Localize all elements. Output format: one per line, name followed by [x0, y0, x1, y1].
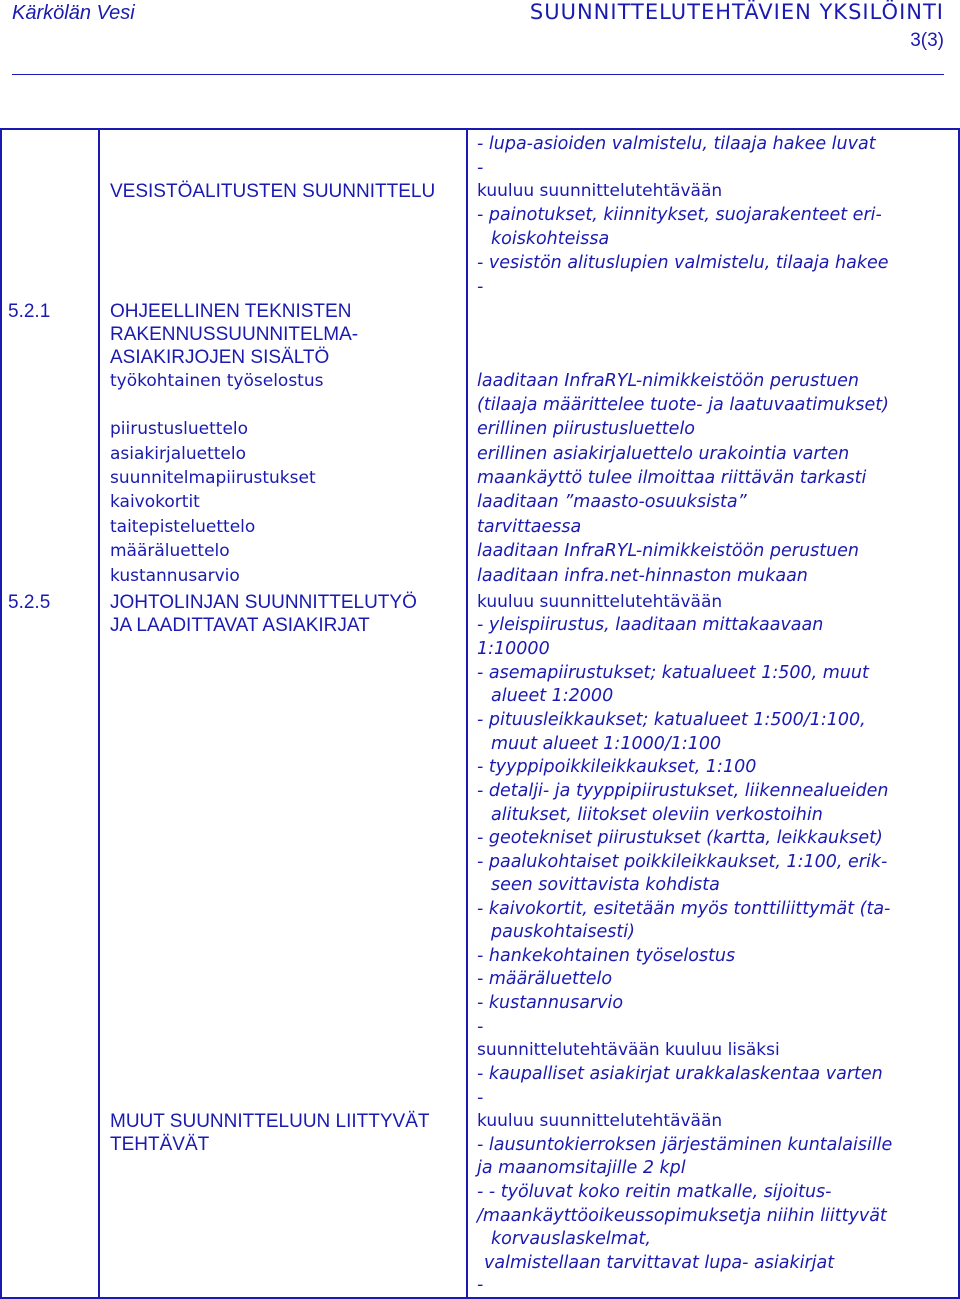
right-line: - asemapiirustukset; katualueet 1:500, muut — [477, 663, 869, 683]
right-line: pauskohtaisesti) — [491, 922, 635, 942]
heading-ohjeellinen-1: OHJEELLINEN TEKNISTEN — [110, 301, 352, 322]
right-line: - kaupalliset asiakirjat urakkalaskentaa varten — [477, 1064, 883, 1084]
item-kaivokortit: kaivokortit — [110, 492, 200, 512]
right-line: alueet 1:2000 — [491, 686, 614, 706]
section-number-5-2-1: 5.2.1 — [8, 301, 51, 322]
heading-muut-1: MUUT SUUNNITTELUUN LIITTYVÄT — [110, 1111, 430, 1132]
right-line: (tilaaja määrittelee tuote- ja laatuvaatimukset) — [477, 395, 889, 415]
table-top-border — [0, 128, 960, 130]
page-number: 3(3) — [910, 30, 944, 51]
right-line: erillinen piirustusluettelo — [477, 419, 696, 439]
right-line: laaditaan InfraRYL-nimikkeistöön perustuen — [477, 541, 860, 561]
right-line: valmistellaan tarvittavat lupa- asiakirjat — [484, 1253, 835, 1273]
right-line: - pituusleikkaukset; katualueet 1:500/1:100, — [477, 710, 866, 730]
right-line: - geotekniset piirustukset (kartta, leikkaukset) — [477, 828, 883, 848]
right-line: seen sovittavista kohdista — [491, 875, 720, 895]
right-line: korvauslaskelmat, — [491, 1229, 651, 1249]
heading-muut-2: TEHTÄVÄT — [110, 1134, 210, 1155]
right-line: - yleispiirustus, laaditaan mittakaavaan — [477, 615, 824, 635]
section-number-5-2-5: 5.2.5 — [8, 592, 51, 613]
right-line: - - työluvat koko reitin matkalle, sijoitus- — [477, 1182, 832, 1202]
right-line: muut alueet 1:1000/1:100 — [491, 734, 722, 754]
col-divider-1 — [98, 128, 100, 1298]
right-line: suunnittelutehtävään kuuluu lisäksi — [477, 1040, 780, 1060]
header-rule — [12, 74, 944, 75]
right-line: kuuluu suunnittelutehtävään — [477, 181, 723, 201]
right-line: ja maanomsitajille 2 kpl — [477, 1158, 686, 1178]
right-line: - vesistön alituslupien valmistelu, tilaaja hakee — [477, 253, 889, 273]
item-maaraluettelo: määräluettelo — [110, 541, 230, 561]
right-line: erillinen asiakirjaluettelo urakointia varten — [477, 444, 850, 464]
item-kustannusarvio: kustannusarvio — [110, 566, 240, 586]
right-line: - — [477, 158, 484, 178]
col-divider-2 — [466, 128, 468, 1298]
right-line: - kustannusarvio — [477, 993, 624, 1013]
right-line: koiskohteissa — [491, 229, 610, 249]
right-line: - painotukset, kiinnitykset, suojarakenteet eri- — [477, 205, 882, 225]
right-line: - detalji- ja tyyppipiirustukset, liikennealueiden — [477, 781, 889, 801]
item-asiakirjaluettelo: asiakirjaluettelo — [110, 444, 246, 464]
heading-johtolinja-2: JA LAADITTAVAT ASIAKIRJAT — [110, 615, 370, 636]
right-line: - määräluettelo — [477, 969, 613, 989]
heading-ohjeellinen-2: RAKENNUSSUUNNITELMA- — [110, 324, 359, 345]
right-line: laaditaan InfraRYL-nimikkeistöön perustuen — [477, 371, 860, 391]
right-line: - — [477, 1088, 484, 1108]
item-taitepisteluettelo: taitepisteluettelo — [110, 517, 256, 537]
right-line: - tyyppipoikkileikkaukset, 1:100 — [477, 757, 757, 777]
item-suunnitelmapiirustukset: suunnitelmapiirustukset — [110, 468, 316, 488]
heading-vesistoalitukset: VESISTÖALITUSTEN SUUNNITTELU — [110, 181, 436, 202]
company-name: Kärkölän Vesi — [12, 2, 135, 24]
table-left-border — [0, 128, 2, 1298]
heading-ohjeellinen-3: ASIAKIRJOJEN SISÄLTÖ — [110, 347, 330, 368]
right-line: maankäyttö tulee ilmoittaa riittävän tarkasti — [477, 468, 867, 488]
item-tyoselostus: työkohtainen työselostus — [110, 371, 324, 391]
right-line: /maankäyttöoikeussopimuksetja niihin liittyvät — [477, 1206, 887, 1226]
right-line: 1:10000 — [477, 639, 550, 659]
right-line: alitukset, liitokset oleviin verkostoihin — [491, 805, 823, 825]
table-right-border — [958, 128, 960, 1298]
right-line: - kaivokortit, esitetään myös tonttiliittymät (ta- — [477, 899, 891, 919]
right-line: - — [477, 1017, 484, 1037]
right-line: - — [477, 1275, 484, 1295]
right-line: tarvittaessa — [477, 517, 582, 537]
document-title: SUUNNITTELUTEHTÄVIEN YKSILÖINTI — [529, 0, 944, 24]
right-line: kuuluu suunnittelutehtävään — [477, 1111, 723, 1131]
right-line: - lupa-asioiden valmistelu, tilaaja hakee luvat — [477, 134, 876, 154]
right-line: - — [477, 277, 484, 297]
right-line: kuuluu suunnittelutehtävään — [477, 592, 723, 612]
heading-johtolinja-1: JOHTOLINJAN SUUNNITTELUTYÖ — [110, 592, 417, 613]
right-line: laaditaan ”maasto-osuuksista” — [477, 492, 747, 512]
item-piirustusluettelo: piirustusluettelo — [110, 419, 249, 439]
right-line: - hankekohtainen työselostus — [477, 946, 736, 966]
right-line: - lausuntokierroksen järjestäminen kuntalaisille — [477, 1135, 893, 1155]
right-line: laaditaan infra.net-hinnaston mukaan — [477, 566, 808, 586]
right-line: - paalukohtaiset poikkileikkaukset, 1:100, erik- — [477, 852, 888, 872]
